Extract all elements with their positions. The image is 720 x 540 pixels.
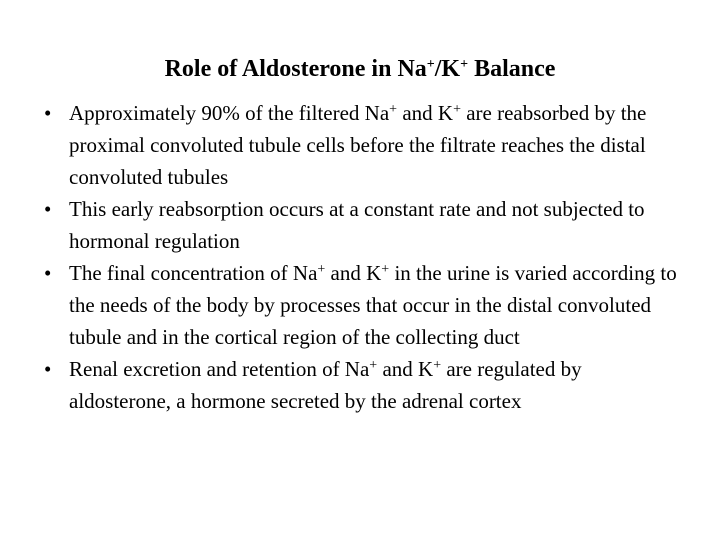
title-superscript-1: +	[426, 57, 435, 72]
bullet-point-icon: •	[44, 197, 52, 221]
bullet-1-superscript-2: +	[453, 102, 461, 117]
bullet-item-2	[44, 193, 684, 257]
bullet-1-superscript-1: +	[389, 102, 398, 117]
title-text-1: Role of Aldosterone in Na	[164, 56, 427, 82]
bullet-list	[44, 97, 684, 417]
bullet-point-icon: •	[44, 261, 52, 285]
bullet-item-4	[44, 353, 684, 417]
bullet-3-text-2: and K	[325, 261, 382, 285]
bullet-3-text-3: in the urine is varied according to the needs of the body by processes that occur in the distal convoluted tubule and in the cortical region of the collecting duct	[69, 261, 677, 349]
bullet-4-text-1: Renal excretion and retention of Na	[69, 357, 370, 381]
bullet-1-text-3: are reabsorbed by the proximal convoluted tubule cells before the filtrate reaches the distal convoluted tubules	[69, 101, 647, 189]
bullet-4-superscript-2: +	[433, 358, 442, 373]
slide-title	[0, 54, 720, 84]
bullet-3-superscript-1: +	[317, 262, 326, 277]
title-superscript-2: +	[460, 57, 469, 72]
bullet-4-text-2: and K	[377, 357, 434, 381]
bullet-3-text-1: The final concentration of Na	[69, 261, 318, 285]
bullet-4-superscript-1: +	[369, 358, 378, 373]
title-text-3: Balance	[468, 56, 556, 82]
bullet-1-text-1: Approximately 90% of the filtered Na	[69, 101, 390, 125]
bullet-point-icon: •	[44, 101, 52, 125]
bullet-3-superscript-2: +	[381, 262, 390, 277]
bullet-item-3	[44, 257, 684, 353]
title-text-2: /K	[434, 56, 461, 82]
bullet-item-1	[44, 97, 684, 193]
bullet-point-icon: •	[44, 357, 52, 381]
bullet-2-text-1: This early reabsorption occurs at a constant rate and not subjected to hormonal regulation	[69, 197, 645, 253]
bullet-1-text-2: and K	[397, 101, 454, 125]
bullet-4-text-3: are regulated by aldosterone, a hormone secreted by the adrenal cortex	[69, 357, 582, 413]
